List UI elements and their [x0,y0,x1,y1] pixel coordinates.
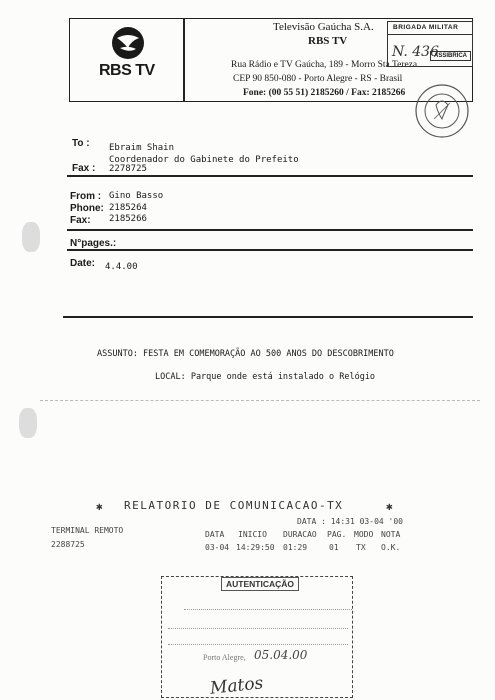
scan-smudge [19,408,37,438]
report-header-cell: DURACAO [283,530,317,539]
report-star-icon: ✱ [96,500,103,513]
brigada-stamp-title: BRIGADA MILITAR [387,21,473,35]
scan-smudge [22,222,40,252]
report-row-cell: 14:29:50 [236,543,275,552]
report-header-cell: INICIO [238,530,267,539]
auth-signature: Matos [209,673,265,699]
report-row-cell: TX [356,543,366,552]
report-header-cell: NOTA [381,530,401,539]
phone-value: 2185264 [109,203,147,213]
auth-faint-line [168,638,348,645]
date-label: Date: [70,258,96,269]
form-rule [67,249,473,251]
round-seal-icon [414,83,470,139]
address-line: Rua Rádio e TV Gaúcha, 189 - Morro Sta Tereza [231,60,418,70]
fax-to-label: Fax : [72,163,96,174]
report-header-cell: DATA [205,530,225,539]
phone-label: Phone: [70,203,104,214]
auth-faint-line [184,603,352,610]
company-sub: RBS TV [308,35,348,47]
date-value: 4.4.00 [105,262,138,272]
report-row-cell: 03-04 [205,543,230,552]
brigada-stamp-sub: ASSIBRICA [430,51,471,61]
from-name: Gino Basso [109,191,164,201]
to-name: Ebraim Shain [109,143,175,153]
assunto-line: ASSUNTO: FESTA EM COMEMORAÇÃO AO 500 ANOS DO DESCOBRIMENTO [97,349,394,359]
report-row-cell: 01:29 [283,543,308,552]
report-header-cell: MODO [354,530,374,539]
report-row-cell: O.K. [381,543,401,552]
fax-to-value: 2278725 [109,164,147,174]
company-name: Televisão Gaúcha S.A. [273,21,374,33]
terminal-label: TERMINAL REMOTO [51,526,124,535]
auth-faint-line [168,622,348,629]
report-date: DATA : 14:31 03-04 '00 [297,517,403,526]
fax-from-label: Fax: [70,215,91,226]
letterhead-divider [183,18,185,102]
local-line: LOCAL: Parque onde está instalado o Relógio [155,372,376,382]
rbs-globe-icon [111,26,145,60]
from-label: From : [70,191,102,202]
form-rule [63,316,473,318]
phone-line: Fone: (00 55 51) 2185260 / Fax: 2185266 [243,88,406,98]
auth-stamp-title: AUTENTICAÇÃO [221,577,299,591]
logo-text: RBS TV [99,62,155,79]
terminal-value: 2288725 [51,540,85,549]
pages-label: N°pages.: [70,238,117,249]
address-line: CEP 90 850-080 - Porto Alegre - RS - Brasil [233,74,403,84]
to-title: Coordenador do Gabinete do Prefeito [109,155,299,165]
report-row-cell: 01 [329,543,339,552]
auth-date-prefix: Porto Alegre, [203,653,246,662]
report-star-icon: ✱ [386,500,393,513]
form-rule [67,175,473,177]
report-header-cell: PAG. [327,530,347,539]
brigada-stamp-number: N. 436 [392,44,439,60]
auth-date: 05.04.00 [254,648,308,662]
form-rule [67,229,473,231]
scan-line [40,400,480,402]
fax-from-value: 2185266 [109,214,147,224]
to-label: To : [72,138,90,149]
report-title: RELATORIO DE COMUNICACAO-TX [124,499,344,512]
